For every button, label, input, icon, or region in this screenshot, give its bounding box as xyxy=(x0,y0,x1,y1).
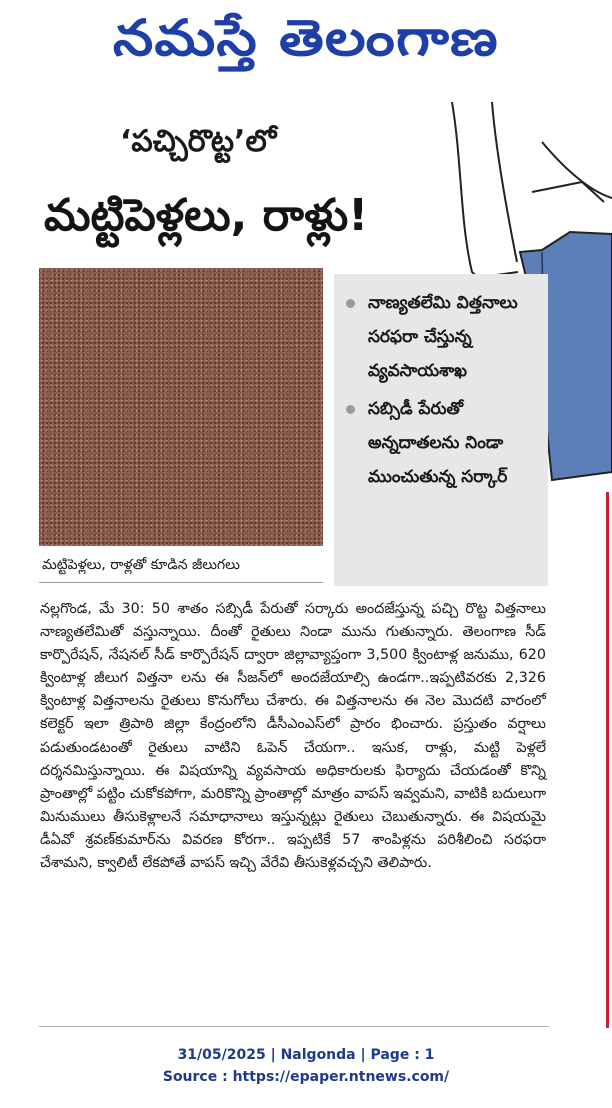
highlight-item xyxy=(344,286,538,388)
highlight-text: నాణ్యతలేమి విత్తనాలు సరఫరా చేస్తున్న వ్యవసాయశాఖ xyxy=(368,293,518,381)
photo-caption: మట్టిపెళ్లలు, రాళ్లతో కూడిన జీలుగలు xyxy=(42,557,240,573)
highlights-box xyxy=(334,274,548,586)
article-kicker: ‘పచ్చిరొట్ట’లో xyxy=(120,124,277,159)
newspaper-title: నమస్తే తెలంగాణ xyxy=(113,9,499,67)
highlight-text: సబ్సిడీ పేరుతో అన్నదాతలను నిండా ముంచుతున్న సర్కార్ xyxy=(368,399,508,487)
highlight-item xyxy=(344,392,538,494)
source-link[interactable]: Source : https://epaper.ntnews.com/ xyxy=(162,1069,450,1085)
caption-divider xyxy=(39,582,323,583)
edition-info: 31/05/2025 | Nalgonda | Page : 1 xyxy=(177,1047,435,1063)
page-footer xyxy=(0,1044,612,1088)
article-divider xyxy=(39,1026,549,1027)
article-headline: మట్టిపెళ్లలు, రాళ్లు! xyxy=(44,190,369,241)
bullet-icon xyxy=(346,299,355,308)
column-divider xyxy=(606,492,609,1028)
bullet-icon xyxy=(346,405,355,414)
seed-photo xyxy=(39,268,323,546)
article-body: నల్లగొండ, మే 30: 50 శాతం సబ్సిడీ పేరుతో సర్కారు అందజేస్తున్న పచ్చి రొట్ట విత్తనాలు నాణ్యతలేమితో వస్తున్నాయి. దీంతో రైతులు నిండా మును గుతున్నారు. తెలంగాణ సీడ్ కార్పొరేషన్, నేషనల్ సీడ్ కార్పొరేషన్ ద్వారా జిల్లావ్యాప్తంగా 3,500 క్వింటాళ్ల జనుము, 620 క్వింటాళ్ల జీలుగ విత్తనా లను ఈ సీజన్‌లో అందజేయాల్సి ఉండగా..ఇప్పటివరకు 2,326 క్వింటాళ్ల విత్తనాలను రైతులు కొనుగోలు చేశారు. ఈ విత్తనాలను ఈ నెల మొదటి వారంలో కలెక్టర్ ఇలా త్రిపాఠి జిల్లా కేంద్రంలోని డీసీఎంఎస్‌లో ప్రారం భించారు. ప్రస్తుతం వర్షాలు పడుతుండటంతో రైతులు వాటిని ఓపెన్ చేయగా.. ఇసుక, రాళ్లు, మట్టి పెళ్లలే దర్శనమిస్తున్నాయి. ఈ విషయాన్ని వ్యవసాయ అధికారులకు ఫిర్యాదు చేయడంతో కొన్ని ప్రాంతాల్లో పట్టిం చుకోకపోగా, మరికొన్ని ప్రాంతాల్లో మాత్రం వాపస్ ఇవ్వమని, వాటికి బదులుగా మినుములు తీసుకెళ్లాలనే సమాధానాలు ఇస్తున్నట్లు రైతులు చెబుతున్నారు. ఈ విషయమై డీఏవో శ్రవణ్‌కుమార్‌ను వివరణ కోరగా.. ఇప్పటికే 57 శాంపిళ్లను పరిశీలించి సరఫరా చేశామని, క్వాలిటీ లేకపోతే వాపస్ ఇచ్చి వేరేవి తీసుకెళ్లవచ్చని తెలిపారు. xyxy=(40,601,546,872)
masthead xyxy=(0,0,612,76)
